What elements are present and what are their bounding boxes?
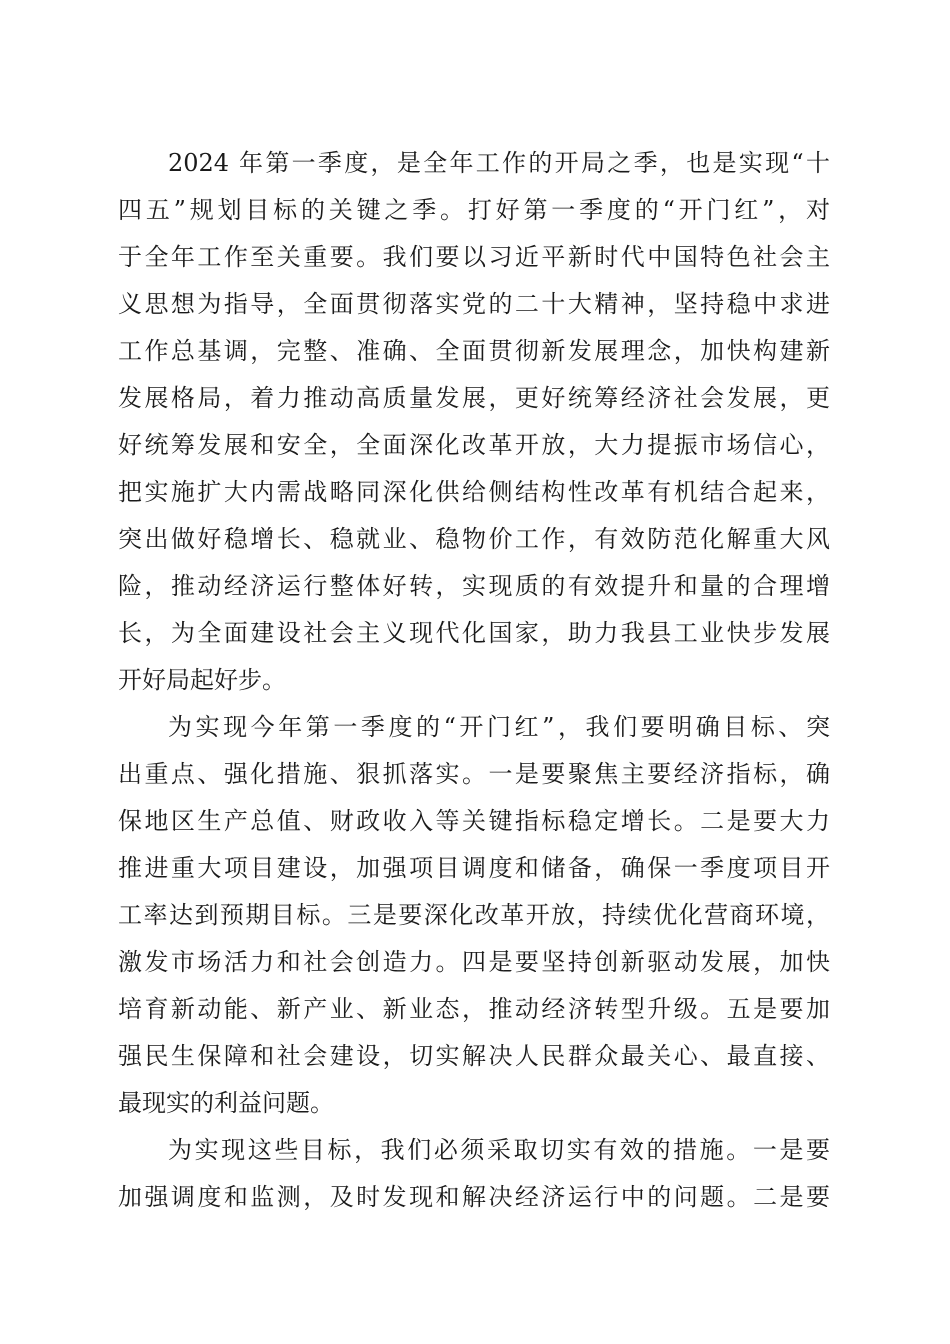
text-line: 2024 年第一季度，是全年工作的开局之季，也是实现“十	[168, 149, 830, 177]
text-line: 突出做好稳增长、稳就业、稳物价工作，有效防范化解重大风	[118, 525, 830, 553]
text-line: 保地区生产总值、财政收入等关键指标稳定增长。二是要大力	[118, 807, 830, 835]
text-line: 发展格局，着力推动高质量发展，更好统筹经济社会发展，更	[118, 384, 830, 412]
text-line: 激发市场活力和社会创造力。四是要坚持创新驱动发展，加快	[118, 948, 830, 976]
paragraph-2	[118, 704, 830, 1127]
text-line: 险，推动经济运行整体好转，实现质的有效提升和量的合理增	[118, 572, 830, 600]
text-line: 四五”规划目标的关键之季。打好第一季度的“开门红”，对	[118, 196, 830, 224]
text-line: 推进重大项目建设，加强项目调度和储备，确保一季度项目开	[118, 854, 830, 882]
document-body	[118, 140, 830, 1221]
text-line: 最现实的利益问题。	[118, 1089, 334, 1117]
text-line: 工率达到预期目标。三是要深化改革开放，持续优化营商环境，	[118, 901, 830, 929]
text-line: 好统筹发展和安全，全面深化改革开放，大力提振市场信心，	[118, 431, 830, 459]
text-line: 开好局起好步。	[118, 666, 286, 694]
text-line: 为实现今年第一季度的“开门红”，我们要明确目标、突	[168, 713, 830, 741]
text-line: 义思想为指导，全面贯彻落实党的二十大精神，坚持稳中求进	[118, 290, 830, 318]
text-line: 于全年工作至关重要。我们要以习近平新时代中国特色社会主	[118, 243, 830, 271]
text-line: 长，为全面建设社会主义现代化国家，助力我县工业快步发展	[118, 619, 830, 647]
text-line: 强民生保障和社会建设，切实解决人民群众最关心、最直接、	[118, 1042, 830, 1070]
text-line: 为实现这些目标，我们必须采取切实有效的措施。一是要	[168, 1136, 830, 1164]
text-line: 培育新动能、新产业、新业态，推动经济转型升级。五是要加	[118, 995, 830, 1023]
text-line: 出重点、强化措施、狠抓落实。一是要聚焦主要经济指标，确	[118, 760, 830, 788]
text-line: 工作总基调，完整、准确、全面贯彻新发展理念，加快构建新	[118, 337, 830, 365]
paragraph-3	[118, 1127, 830, 1221]
text-line: 把实施扩大内需战略同深化供给侧结构性改革有机结合起来，	[118, 478, 830, 506]
text-line: 加强调度和监测，及时发现和解决经济运行中的问题。二是要	[118, 1183, 830, 1211]
paragraph-1	[118, 140, 830, 704]
